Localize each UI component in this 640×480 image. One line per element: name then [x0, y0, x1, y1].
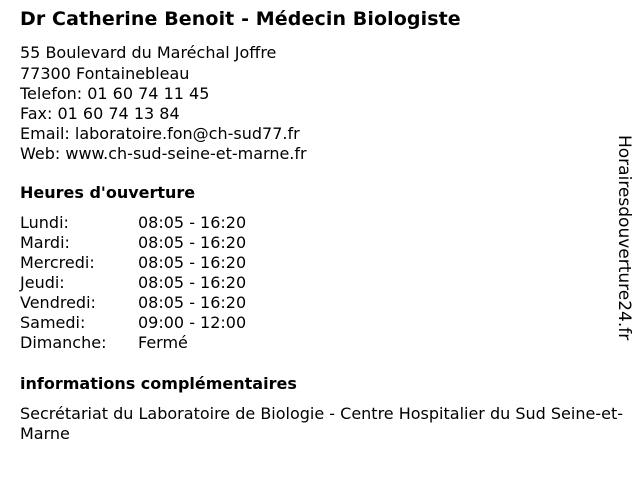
- day-label: Lundi:: [20, 213, 69, 232]
- time-range: 08:05 - 16:20: [138, 213, 247, 232]
- additional-info-heading: informations complémentaires: [20, 374, 297, 393]
- hours-row-wednesday: [20, 253, 280, 273]
- time-range: 08:05 - 16:20: [138, 253, 247, 272]
- site-brand-vertical: Horairesdouverture24.fr: [614, 135, 634, 341]
- hours-row-monday: [20, 213, 280, 233]
- day-label: Samedi:: [20, 313, 86, 332]
- fax-number: Fax: 01 60 74 13 84: [20, 104, 180, 123]
- day-label: Mardi:: [20, 233, 70, 252]
- time-range: 08:05 - 16:20: [138, 273, 247, 292]
- hours-row-sunday: [20, 333, 280, 353]
- hours-row-tuesday: [20, 233, 280, 253]
- day-label: Vendredi:: [20, 293, 96, 312]
- hours-row-friday: [20, 293, 280, 313]
- time-range: Fermé: [138, 333, 188, 352]
- website-link[interactable]: Web: www.ch-sud-seine-et-marne.fr: [20, 144, 307, 163]
- time-range: 09:00 - 12:00: [138, 313, 247, 332]
- day-label: Mercredi:: [20, 253, 95, 272]
- address-street: 55 Boulevard du Maréchal Joffre: [20, 43, 277, 62]
- business-title: Dr Catherine Benoit - Médecin Biologiste: [20, 8, 461, 30]
- email-address[interactable]: Email: laboratoire.fon@ch-sud77.fr: [20, 124, 300, 143]
- time-range: 08:05 - 16:20: [138, 233, 247, 252]
- phone-number: Telefon: 01 60 74 11 45: [20, 84, 210, 103]
- hours-row-thursday: [20, 273, 280, 293]
- opening-hours-heading: Heures d'ouverture: [20, 183, 196, 202]
- additional-info-text: Secrétariat du Laboratoire de Biologie - Centre Hospitalier du Sud Seine-et-Marne: [20, 404, 623, 443]
- time-range: 08:05 - 16:20: [138, 293, 247, 312]
- day-label: Dimanche:: [20, 333, 107, 352]
- address-city: 77300 Fontainebleau: [20, 64, 190, 83]
- hours-row-saturday: [20, 313, 280, 333]
- day-label: Jeudi:: [20, 273, 65, 292]
